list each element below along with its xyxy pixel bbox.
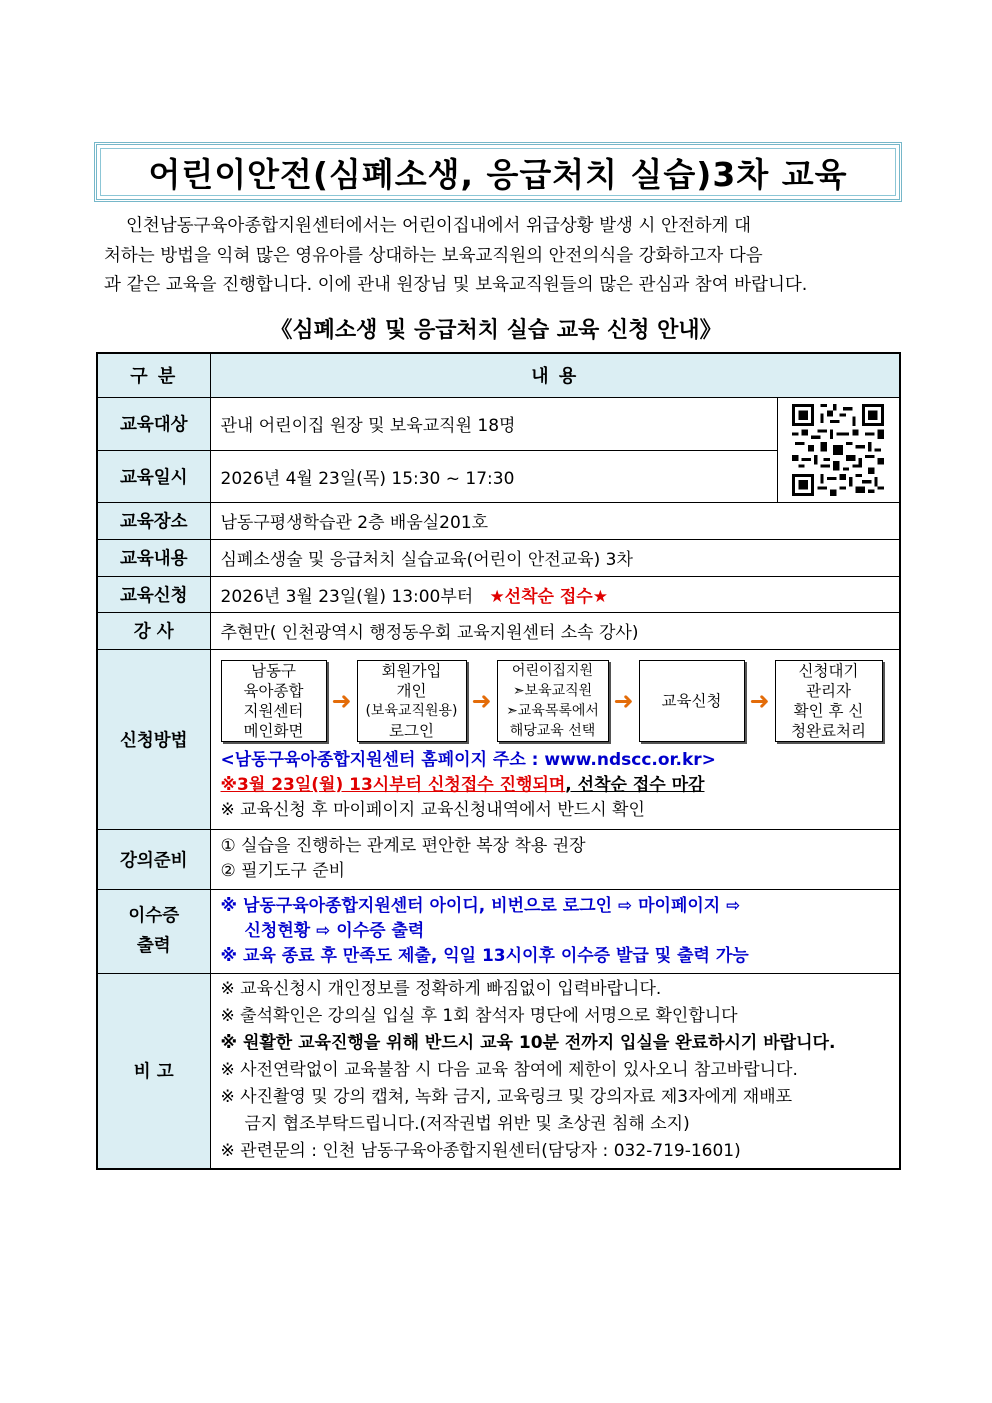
table-row <box>97 649 900 829</box>
table-row <box>97 889 900 973</box>
qr-cell <box>777 397 900 502</box>
note-item: ※ 사전연락없이 교육불참 시 다음 교육 참여에 제한이 있사오니 참고바랍니다. <box>220 1060 798 1081</box>
table-row <box>97 397 900 450</box>
note-item: ※ 관련문의 : 인천 남동구육아종합지원센터(담당자 : 032-719-1601) <box>220 1141 741 1162</box>
first-come-badge: ★선착순 접수★ <box>489 586 608 607</box>
row-label-place: 교육장소 <box>97 502 210 539</box>
flow-text: 개인 <box>396 681 427 700</box>
note-item: ※ 원활한 교육진행을 위해 반드시 교육 10분 전까지 입실을 완료하시기 바랍니다. <box>220 1033 836 1054</box>
note-item: ※ 사진촬영 및 강의 캡쳐, 녹화 금지, 교육링크 및 강의자료 제3자에게 재배포 <box>220 1087 793 1108</box>
row-value-method <box>210 649 900 829</box>
cert-label-line: 이수증 <box>128 906 180 926</box>
application-flow <box>221 656 894 742</box>
prep-item: ② 필기도구 준비 <box>220 861 346 881</box>
flow-step-select-course <box>497 660 609 742</box>
flow-text: 확인 후 신 <box>793 701 864 720</box>
table-row <box>97 502 900 539</box>
flow-step-complete <box>775 660 883 742</box>
notice-black: , 선착순 접수 마감 <box>565 774 705 795</box>
flow-step-login <box>357 660 467 742</box>
row-value-content: 심폐소생술 및 응급처치 실습교육(어린이 안전교육) 3차 <box>210 539 900 576</box>
intro-paragraph <box>104 212 892 301</box>
flow-text: 메인화면 <box>243 721 304 740</box>
cert-issue-note: ※ 교육 종료 후 만족도 제출, 익일 13시이후 이수증 발급 및 출력 가능 <box>220 945 749 966</box>
info-table <box>96 352 901 1170</box>
row-value-lecturer: 추현만( 인천광역시 행정동우회 교육지원센터 소속 강사) <box>210 612 900 649</box>
flow-text: 회원가입 <box>381 661 442 680</box>
row-label-target: 교육대상 <box>97 397 210 450</box>
row-label-apply: 교육신청 <box>97 576 210 612</box>
notice-red: ※3월 23일(월) 13시부터 신청접수 진행되며 <box>220 774 566 795</box>
prep-item: ① 실습을 진행하는 관계로 편안한 복장 착용 권장 <box>220 836 586 856</box>
row-label-cert <box>97 889 210 973</box>
apply-date: 2026년 3월 23일(월) 13:00부터 <box>220 586 474 607</box>
note-item: ※ 출석확인은 강의실 입실 후 1회 참석자 명단에 서명으로 확인합니다 <box>220 1006 738 1027</box>
flow-text: 해당교육 선택 <box>509 722 596 739</box>
row-value-apply <box>210 576 900 612</box>
row-label-date: 교육일시 <box>97 450 210 502</box>
intro-line: 과 같은 교육을 진행합니다. 이에 관내 원장님 및 보육교직원들의 많은 관심과 참여 바랍니다. <box>104 275 808 295</box>
flow-step-main-page <box>221 660 327 742</box>
cert-label-line: 출력 <box>136 936 171 956</box>
flow-text: 어린이집지원 <box>511 662 594 679</box>
flow-text: ➣교육목록에서 <box>506 702 599 719</box>
table-row <box>97 973 900 1169</box>
table-row <box>97 576 900 612</box>
arrow-right-icon: ➜ <box>749 686 770 715</box>
header-content: 내 용 <box>210 353 900 397</box>
flow-text: 육아종합 <box>243 681 304 700</box>
section-subtitle: 《심폐소생 및 응급처치 실습 교육 신청 안내》 <box>270 318 722 343</box>
flow-text: (보육교직원용) <box>365 702 458 719</box>
notice-line <box>221 773 894 798</box>
row-label-lecturer: 강 사 <box>97 612 210 649</box>
note-item: ※ 교육신청시 개인정보를 정확하게 빠짐없이 입력바랍니다. <box>220 979 662 1000</box>
row-value-date: 2026년 4월 23일(목) 15:30 ~ 17:30 <box>210 450 777 502</box>
notice-check: ※ 교육신청 후 마이페이지 교육신청내역에서 반드시 확인 <box>220 799 645 820</box>
intro-line: 인천남동구육아종합지원센터에서는 어린이집내에서 위급상황 발생 시 안전하게 대 <box>126 216 752 236</box>
cert-instruction: ※ 남동구육아종합지원센터 아이디, 비번으로 로그인 ⇨ 마이페이지 ⇨ <box>220 895 741 916</box>
flow-text: 남동구 <box>251 661 296 680</box>
title-box <box>94 142 902 202</box>
row-value-prep <box>210 829 900 889</box>
qr-code-icon[interactable] <box>792 404 884 496</box>
table-row <box>97 612 900 649</box>
arrow-right-icon: ➜ <box>471 686 492 715</box>
header-label: 구 분 <box>97 353 210 397</box>
flow-text: 청완료처리 <box>791 721 866 740</box>
row-value-notes <box>210 973 900 1169</box>
row-value-target: 관내 어린이집 원장 및 보육교직원 18명 <box>210 397 777 450</box>
table-row <box>97 539 900 576</box>
row-label-note: 비 고 <box>97 973 210 1169</box>
table-row <box>97 829 900 889</box>
flow-text: ➣보육교직원 <box>512 682 593 699</box>
homepage-link[interactable]: <남동구육아종합지원센터 홈페이지 주소 : www.ndscc.or.kr> <box>220 749 716 770</box>
page-title: 어린이안전(심폐소생, 응급처치 실습)3차 교육 <box>148 154 848 194</box>
flow-step-apply <box>639 660 745 742</box>
arrow-right-icon: ➜ <box>613 686 634 715</box>
flow-text: 지원센터 <box>243 701 304 720</box>
arrow-right-icon: ➜ <box>331 686 352 715</box>
row-value-cert <box>210 889 900 973</box>
flow-text: 로그인 <box>389 721 434 740</box>
note-item: 금지 협조부탁드립니다.(저작권법 위반 및 초상권 침해 소지) <box>244 1114 690 1135</box>
flow-text: 교육신청 <box>661 691 722 710</box>
flow-text: 관리자 <box>806 681 851 700</box>
row-label-method: 신청방법 <box>97 649 210 829</box>
row-value-place: 남동구평생학습관 2층 배움실201호 <box>210 502 900 539</box>
intro-line: 처하는 방법을 익혀 많은 영유아를 상대하는 보육교직원의 안전의식을 강화하고자 다음 <box>104 245 763 266</box>
flow-text: 신청대기 <box>798 661 859 680</box>
row-label-prep: 강의준비 <box>97 829 210 889</box>
table-header-row <box>97 353 900 397</box>
cert-instruction-cont: 신청현황 ⇨ 이수증 출력 <box>244 920 425 941</box>
row-label-content: 교육내용 <box>97 539 210 576</box>
